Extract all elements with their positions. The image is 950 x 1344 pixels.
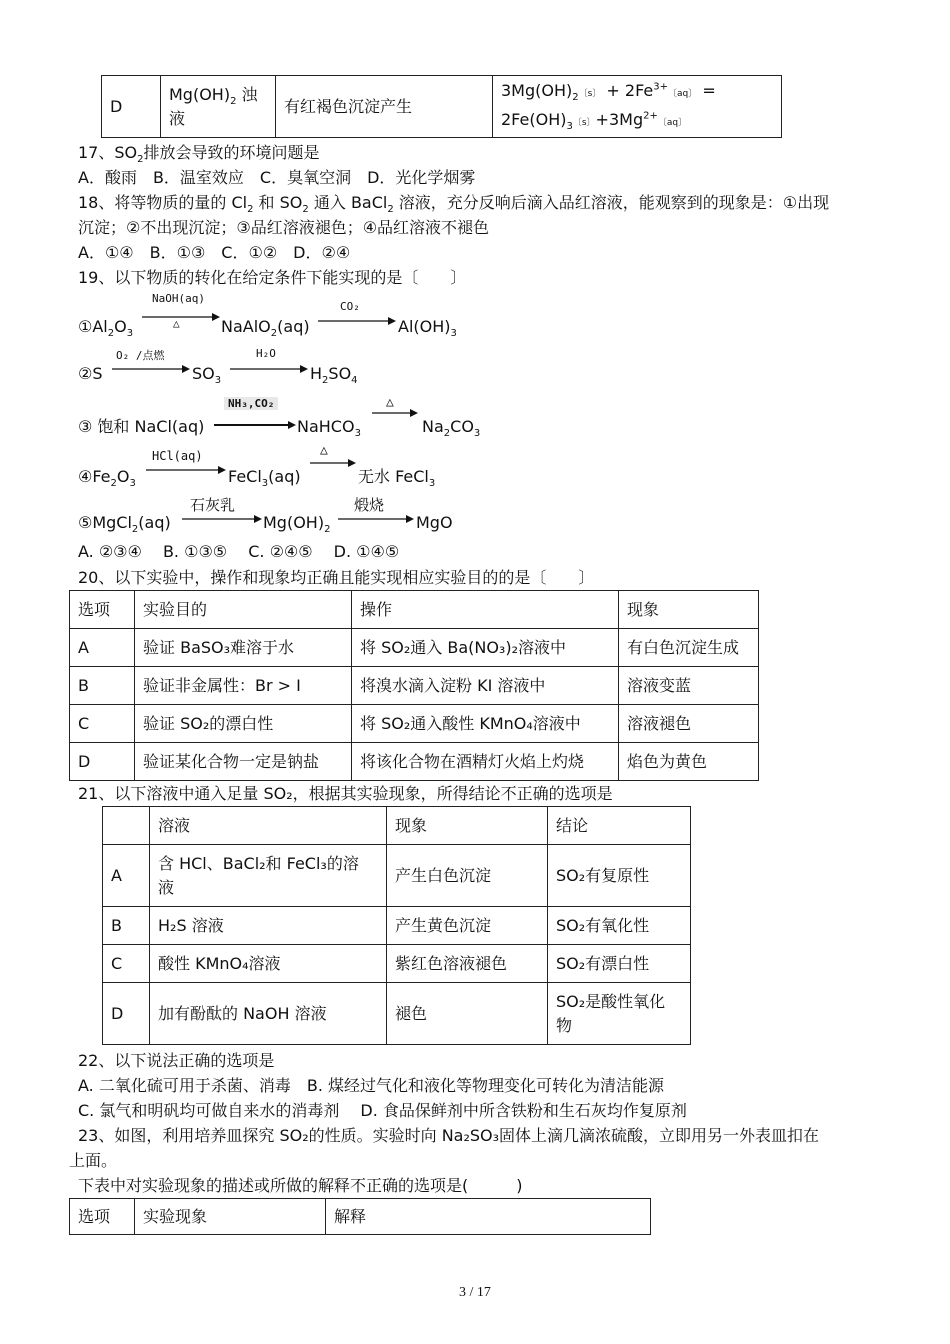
table-header-cell: 结论	[548, 807, 691, 845]
table-row	[70, 629, 759, 667]
table-cell: 焰色为黄色	[619, 743, 759, 781]
q19-r3-arrow1	[214, 420, 296, 430]
table-cell: D	[70, 743, 135, 781]
q21-stem: 21、以下溶液中通入足量 SO₂，根据其实验现象，所得结论不正确的选项是	[78, 784, 613, 803]
q19-r4-cond1: HCl(aq)	[152, 449, 203, 463]
table-cell: A	[70, 629, 135, 667]
q17-options: A．酸雨 B．温室效应 C．臭氧空洞 D．光化学烟雾	[78, 168, 476, 187]
q19-r5-cond1: 石灰乳	[190, 496, 236, 514]
table-cell: 将溴水滴入淀粉 KI 溶液中	[352, 667, 619, 705]
top-table-label: D	[102, 76, 161, 138]
q19-r3-start: ③ 饱和 NaCl(aq)	[78, 417, 205, 436]
q19-r1-arrow1	[142, 312, 220, 322]
table-cell: 褪色	[387, 983, 548, 1045]
table-header-row	[103, 807, 691, 845]
table-cell: B	[103, 907, 150, 945]
top-table-substance: $Mg(OH)_2$ 浊 液	[161, 76, 276, 138]
table-row	[103, 945, 691, 983]
q19-r3-arrow2	[372, 408, 418, 418]
q21-table	[102, 806, 691, 1045]
table-row	[70, 743, 759, 781]
table-cell: C	[103, 945, 150, 983]
q19-r1-mid: NaAlO$_2$(aq)	[221, 317, 310, 340]
q19-r2-arrow1	[112, 364, 190, 374]
table-cell: 将 SO₂通入 Ba(NO₃)₂溶液中	[352, 629, 619, 667]
table-header-cell: 实验现象	[135, 1199, 326, 1235]
q19-r1-arrow2	[318, 316, 396, 326]
q19-r2-cond2: H₂O	[256, 347, 276, 360]
top-table-equation: $3Mg(OH)_2$〔s〕 + $2Fe^{3+}$〔aq〕 = $2Fe(OH)_3$〔s〕$+3Mg^{2+}$〔aq〕	[493, 76, 782, 138]
q22-line1: A. 二氧化硫可用于杀菌、消毒 B. 煤经过气化和液化等物理变化可转化为清洁能源	[78, 1076, 664, 1095]
q19-r4-start: $④Fe_2O_3$	[78, 467, 136, 490]
q18-stem: 18、将等物质的量的 $Cl_2$ 和 $SO_2$ 通入 BaCl$_2$ 溶液，充分反响后滴入品红溶液，能观察到的现象是：①出现	[78, 193, 830, 216]
table-header-cell: 实验目的	[135, 591, 352, 629]
q22-line2: C. 氯气和明矾均可做自来水的消毒剂 D. 食品保鲜剂中所含铁粉和生石灰均作复原剂	[78, 1101, 687, 1120]
q23-line3: 下表中对实验现象的描述或所做的解释不正确的选项是( )	[78, 1176, 523, 1195]
table-cell: C	[70, 705, 135, 743]
table-cell: 紫红色溶液褪色	[387, 945, 548, 983]
table-row	[70, 667, 759, 705]
table-cell: 加有酚酞的 NaOH 溶液	[150, 983, 387, 1045]
q23-table	[69, 1198, 651, 1235]
table-header-cell: 解释	[326, 1199, 651, 1235]
q19-r3-mid: NaHCO$_3$	[297, 417, 361, 440]
q22-stem: 22、以下说法正确的选项是	[78, 1051, 275, 1070]
q19-r5-start: ⑤MgCl$_2$(aq)	[78, 513, 171, 536]
table-header-cell: 操作	[352, 591, 619, 629]
q19-r5-arrow2	[338, 514, 414, 524]
table-header-cell	[103, 807, 150, 845]
q19-r2-start: ②S	[78, 364, 103, 383]
q18-options: A．①④ B．①③ C．①② D．②④	[78, 243, 351, 262]
table-cell: SO₂是酸性氧化 物	[548, 983, 691, 1045]
q19-r1-cond1: NaOH(aq)	[152, 292, 205, 305]
q23-line1: 23、如图，利用培养皿探究 SO₂的性质。实验时向 Na₂SO₃固体上滴几滴浓硫酸，立即用另一外表皿扣在	[78, 1126, 820, 1145]
q19-r5-cond2: 煅烧	[354, 496, 385, 514]
q19-r3-cond2: △	[386, 395, 394, 410]
table-header-cell: 现象	[619, 591, 759, 629]
top-table-phenomenon: 有红褐色沉淀产生	[276, 76, 493, 138]
q20-table	[69, 590, 759, 781]
q19-r4-mid: FeCl$_3$(aq)	[228, 467, 301, 490]
table-cell: H₂S 溶液	[150, 907, 387, 945]
table-cell: 产生白色沉淀	[387, 845, 548, 907]
q19-r5-end: MgO	[416, 513, 453, 532]
table-cell: D	[103, 983, 150, 1045]
table-header-row	[70, 1199, 651, 1235]
table-cell: 将该化合物在酒精灯火焰上灼烧	[352, 743, 619, 781]
table-header-cell: 溶液	[150, 807, 387, 845]
q19-r2-arrow2	[230, 364, 308, 374]
q19-r5-arrow1	[182, 514, 262, 524]
table-cell: 酸性 KMnO₄溶液	[150, 945, 387, 983]
q19-r1-start: $①Al_2O_3$	[78, 317, 134, 340]
q19-r2-end: $H_2SO_4$	[310, 364, 358, 387]
q19-r3-cond1: NH₃,CO₂	[224, 397, 278, 410]
table-cell: SO₂有复原性	[548, 845, 691, 907]
table-cell: 验证某化合物一定是钠盐	[135, 743, 352, 781]
q19-stem: 19、以下物质的转化在给定条件下能实现的是〔 〕	[78, 268, 467, 287]
q19-r2-cond1: O₂ /点燃	[116, 349, 165, 362]
q19-r2-mid: $SO_3$	[192, 364, 222, 387]
table-header-row	[70, 591, 759, 629]
table-cell: 将 SO₂通入酸性 KMnO₄溶液中	[352, 705, 619, 743]
q19-r3-end: $Na_2CO_3$	[422, 417, 481, 440]
table-cell: 验证 BaSO₃难溶于水	[135, 629, 352, 667]
q19-r4-end: 无水 FeCl$_3$	[358, 467, 436, 490]
top-table	[101, 75, 782, 138]
q18-stem-line2: 沉淀；②不出现沉淀；③品红溶液褪色；④品红溶液不褪色	[78, 218, 490, 237]
q19-r1-end: $Al(OH)_3$	[398, 317, 457, 340]
q19-r4-cond2: △	[320, 443, 328, 458]
table-row	[103, 907, 691, 945]
table-cell: 验证 SO₂的漂白性	[135, 705, 352, 743]
table-row	[103, 983, 691, 1045]
q19-r5-mid: $Mg(OH)_2$	[263, 513, 331, 536]
table-cell: 溶液变蓝	[619, 667, 759, 705]
table-cell: SO₂有漂白性	[548, 945, 691, 983]
table-row	[103, 845, 691, 907]
table-cell: B	[70, 667, 135, 705]
q19-r1-cond2: CO₂	[340, 300, 360, 313]
q17-stem: 17、$SO_2$排放会导致的环境问题是	[78, 143, 320, 166]
table-row	[70, 705, 759, 743]
table-header-cell: 选项	[70, 591, 135, 629]
q20-stem: 20、以下实验中，操作和现象均正确且能实现相应实验目的的是〔 〕	[78, 568, 595, 587]
table-cell: A	[103, 845, 150, 907]
q19-r1-cond1-heat: △	[173, 317, 180, 330]
table-cell: 有白色沉淀生成	[619, 629, 759, 667]
table-header-cell: 现象	[387, 807, 548, 845]
table-cell: 含 HCl、BaCl₂和 FeCl₃的溶 液	[150, 845, 387, 907]
table-header-cell: 选项	[70, 1199, 135, 1235]
page-number: 3 / 17	[459, 1285, 491, 1300]
q19-options: A. ②③④ B. ①③⑤ C. ②④⑤ D. ①④⑤	[78, 542, 400, 561]
table-cell: 验证非金属性：Br > I	[135, 667, 352, 705]
table-cell: 溶液褪色	[619, 705, 759, 743]
q19-r4-arrow1	[146, 465, 226, 475]
q19-r4-arrow2	[310, 458, 356, 468]
q23-line2: 上面。	[69, 1151, 118, 1170]
table-cell: SO₂有氧化性	[548, 907, 691, 945]
table-cell: 产生黄色沉淀	[387, 907, 548, 945]
